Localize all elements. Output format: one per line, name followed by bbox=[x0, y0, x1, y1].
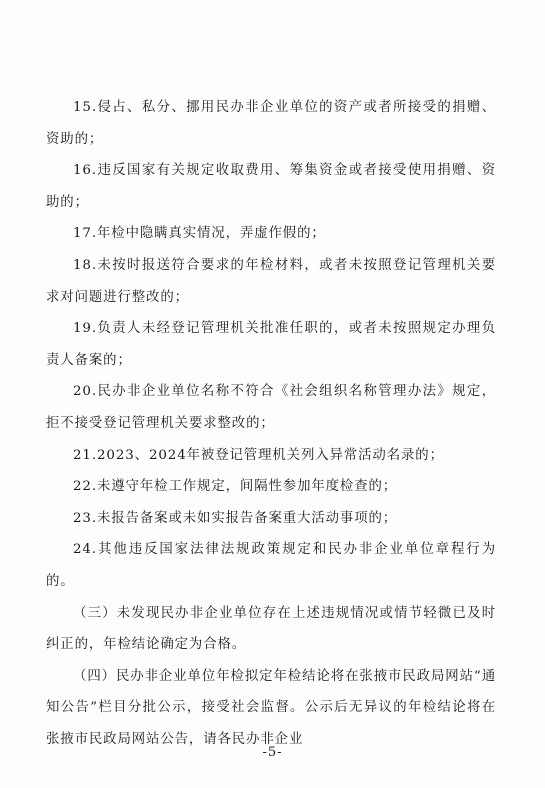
paragraph-16: 16.违反国家有关规定收取费用、筹集资金或者接受使用捐赠、资助的； bbox=[46, 163, 496, 210]
document-body bbox=[46, 92, 496, 755]
paragraph-17: 17.年检中隐瞒真实情况，弄虚作假的； bbox=[73, 226, 326, 242]
paragraph-23: 23.未报告备案或未如实报告备案重大活动事项的； bbox=[73, 510, 398, 526]
paragraph-22: 22.未遵守年检工作规定，间隔性参加年度检查的； bbox=[73, 479, 398, 495]
paragraph-section-3: （三）未发现民办非企业单位存在上述违规情况或情节轻微已及时纠正的，年检结论确定为合格。 bbox=[46, 605, 496, 653]
paragraph-21: 21.2023、2024年被登记管理机关列入异常活动名录的； bbox=[73, 447, 444, 463]
paragraph-24: 24.其他违反国家法律法规政策规定和民办非企业单位章程行为的。 bbox=[46, 542, 496, 589]
paragraph-20: 20.民办非企业单位名称不符合《社会组织名称管理办法》规定，拒不接受登记管理机关要求整改的； bbox=[46, 384, 496, 431]
paragraph-19: 19.负责人未经登记管理机关批准任职的，或者未按照规定办理负责人备案的； bbox=[46, 321, 496, 368]
page-number: -5- bbox=[262, 745, 283, 760]
paragraph-18: 18.未按时报送符合要求的年检材料，或者未按照登记管理机关要求对问题进行整改的； bbox=[46, 257, 496, 305]
paragraph-15: 15.侵占、私分、挪用民办非企业单位的资产或者所接受的捐赠、资助的； bbox=[46, 100, 496, 147]
paragraph-section-4: （四）民办非企业单位年检拟定年检结论将在张掖市民政局网站“通知公告”栏目分批公示，接受社会监督。公示后无异议的年检结论将在张掖市民政局网站公告，请各民办非企业 bbox=[46, 668, 496, 747]
